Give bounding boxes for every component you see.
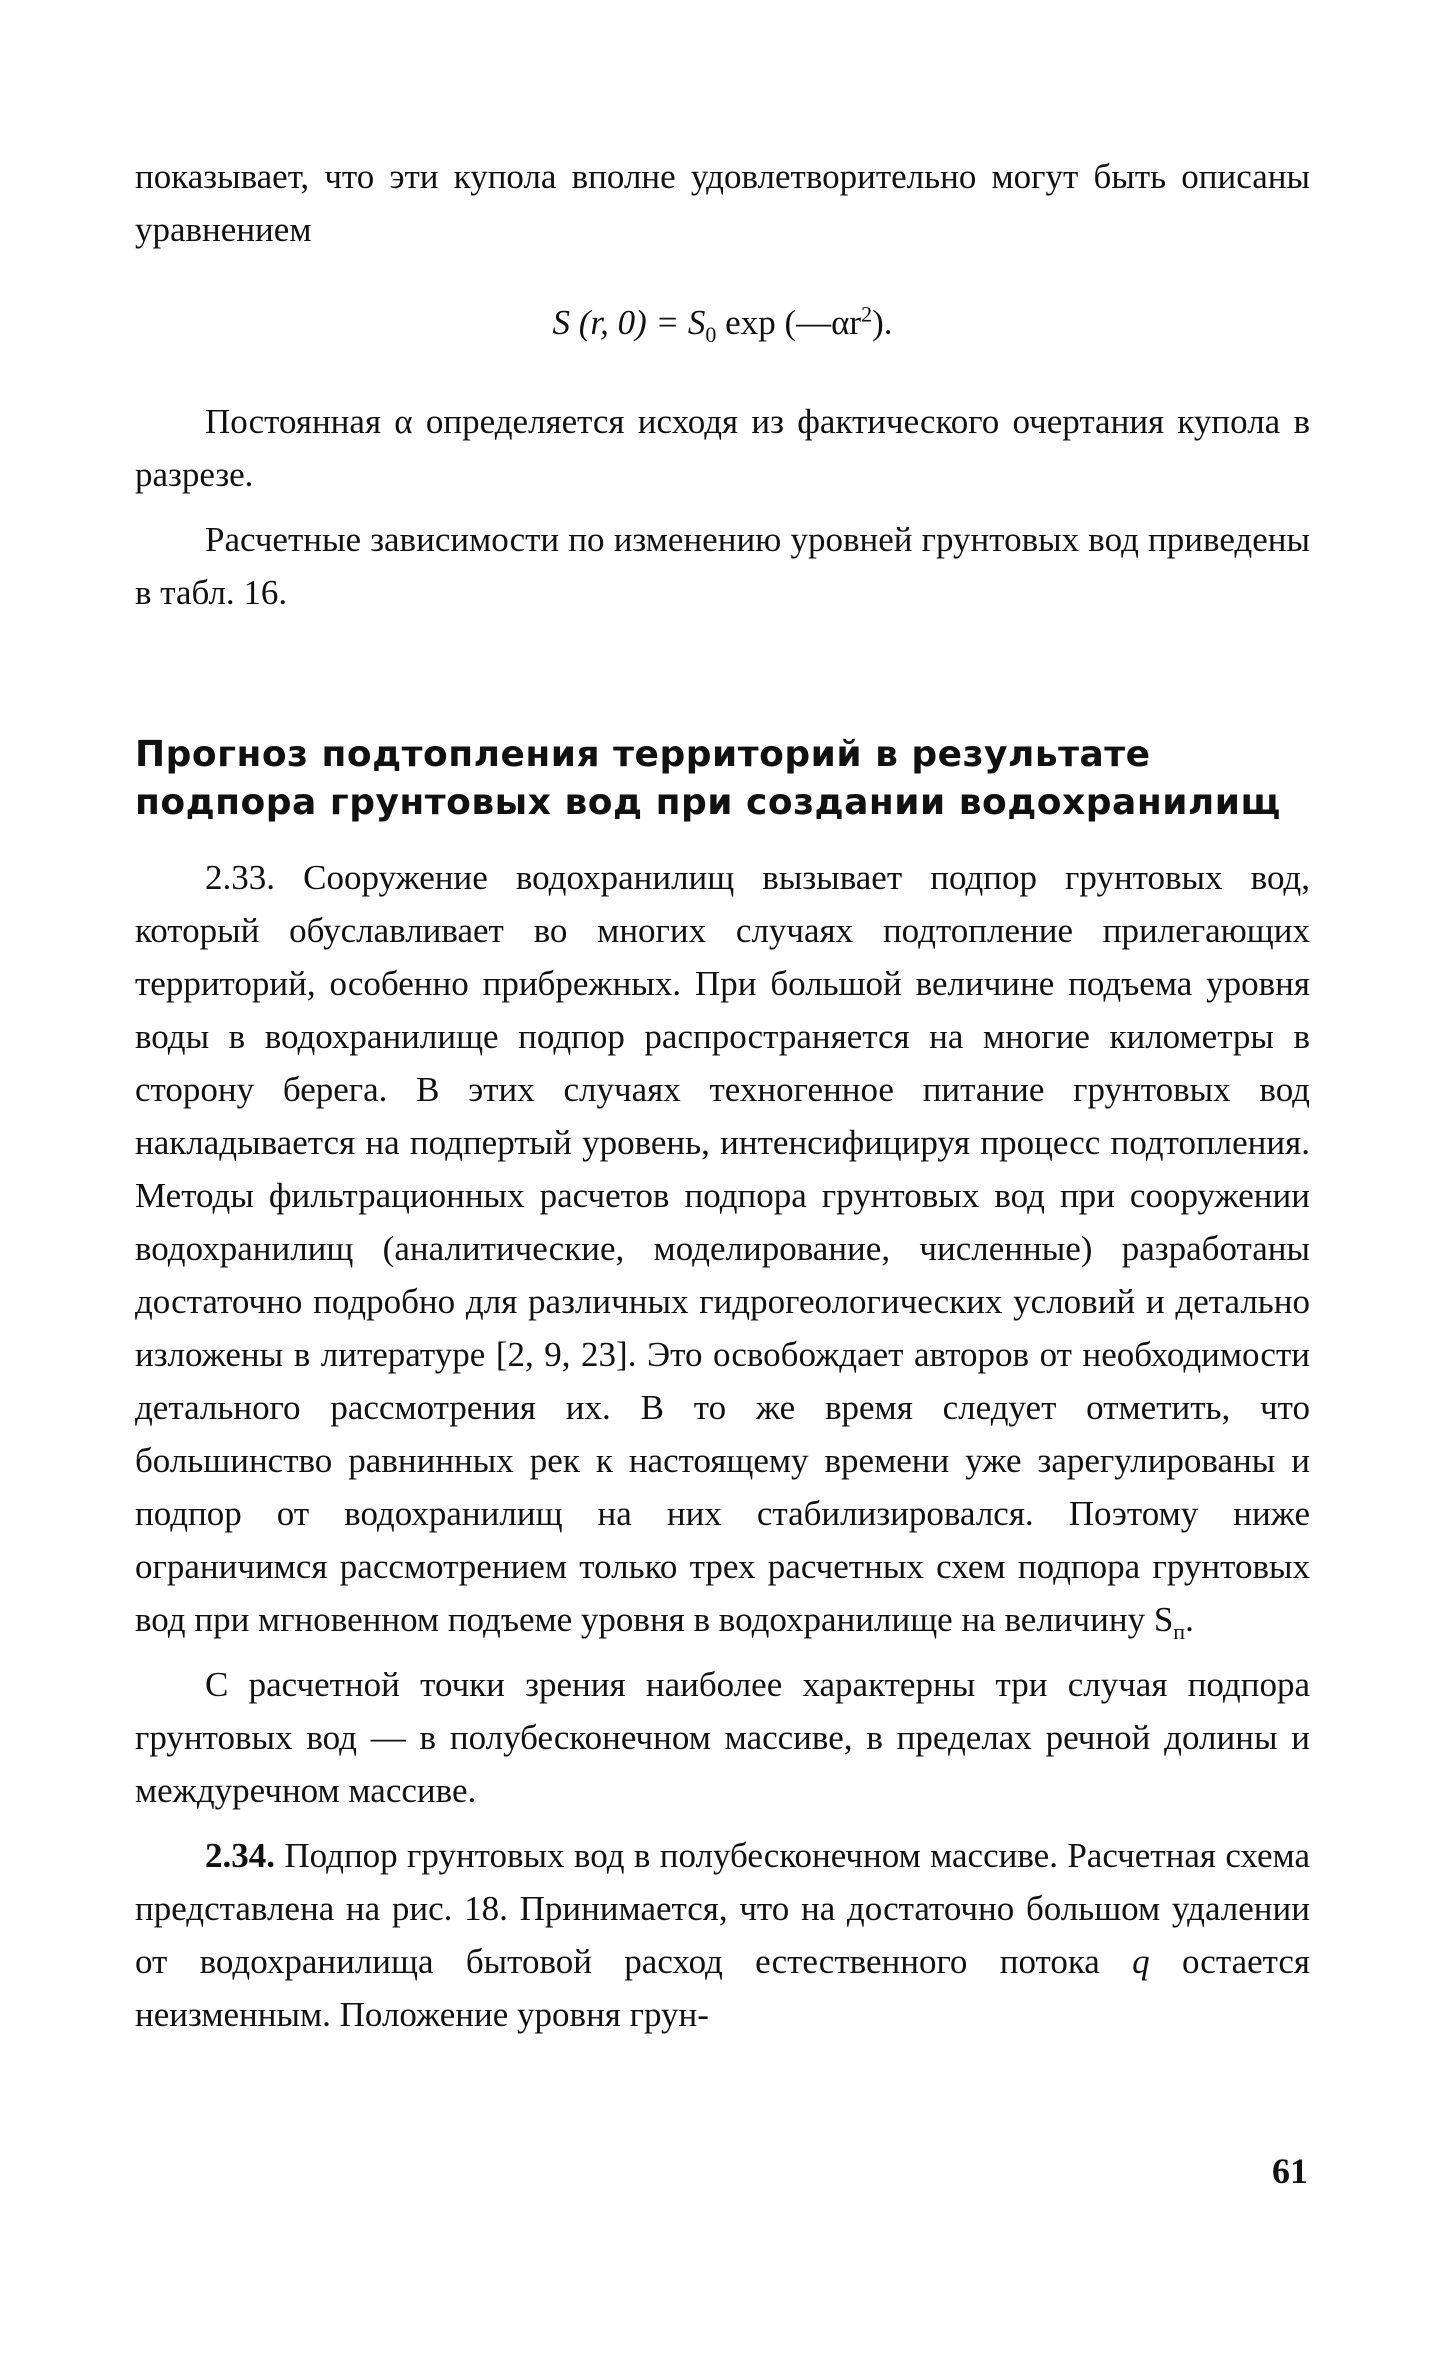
subscript-p: п	[1173, 1619, 1186, 1644]
paragraph-2-34	[135, 1829, 1310, 2041]
formula-end: ).	[872, 303, 893, 342]
paragraph-text: Сооружение водохранилищ вызывает подпор грунтовых вод, который обуславливает во многих случаях подтопление прилегающих территорий, особенно прибрежных. При большой величине подъема уровня воды в водохранилище подпор распространяется на многие километры в сторону берега. В этих случаях техногенное питание грунтовых вод накладывается на подпертый уровень, интенсифицируя процесс подтопления. Методы фильтрационных расчетов подпора грунтовых вод при сооружении водохранилищ (аналитические, моделирование, численные) разработаны достаточно подробно для различных гидрогеологических условий и детально изложены в литературе [2, 9, 23]. Это освобождает авторов от необходимости детального рассмотрения их. В то же время следует отметить, что большинство равнинных рек к настоящему времени уже зарегулированы и подпор от водохранилищ на них стабилизировался. Поэтому ниже ограничимся рассмотрением только трех расчетных схем подпора грунтовых вод при мгновенном подъеме уровня в водохранилище на величину S	[135, 858, 1310, 1639]
section-heading: Прогноз подтопления территорий в результате подпора грунтовых вод при создании водохранилищ	[135, 734, 1281, 823]
page-number: 61	[1272, 2151, 1308, 2191]
formula	[135, 296, 1310, 349]
intro-paragraph: показывает, что эти купола вполне удовлетворительно могут быть описаны уравнением	[135, 157, 1310, 249]
paragraph-text: Подпор грунтовых вод в полубесконечном массиве. Расчетная схема представлена на рис. 18. Принимается, что на достаточно большом удалении от водохранилища бытовой расход естественного потока	[135, 1836, 1311, 1981]
page-body	[135, 150, 1310, 2041]
variable-q: q	[1132, 1942, 1150, 1981]
paragraph-number: 2.33.	[205, 858, 275, 897]
formula-rhs: exp (—αr	[716, 303, 862, 342]
paragraph-end: остается неизменным. Положение уровня грун-	[135, 1942, 1310, 2034]
formula-lhs: S (r, 0) = S	[552, 303, 706, 342]
paragraph-table-ref: Расчетные зависимости по изменению уровней грунтовых вод приведены в табл. 16.	[135, 520, 1310, 612]
paragraph-alpha: Постоянная α определяется исходя из фактического очертания купола в разрезе.	[135, 402, 1310, 494]
paragraph-number: 2.34.	[205, 1836, 275, 1875]
formula-superscript: 2	[861, 301, 873, 327]
formula-subscript: 0	[705, 322, 717, 347]
paragraph-cases: С расчетной точки зрения наиболее характерны три случая подпора грунтовых вод — в полубесконечном массиве, в пределах речной долины и междуречном массиве.	[135, 1665, 1310, 1810]
paragraph-end: .	[1185, 1600, 1194, 1639]
paragraph-2-33	[135, 851, 1310, 1646]
